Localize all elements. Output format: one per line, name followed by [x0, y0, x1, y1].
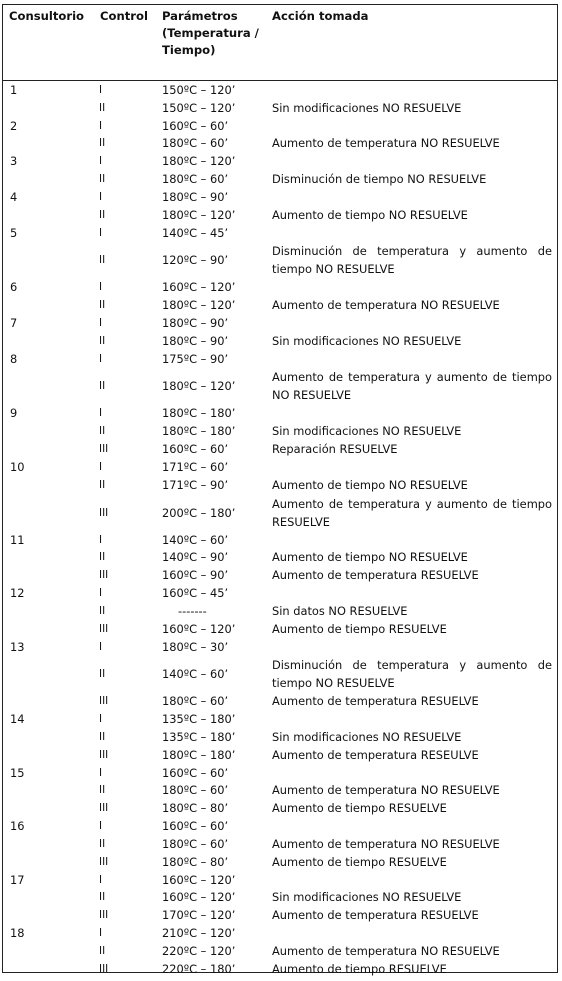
cell-control: I	[99, 873, 103, 886]
table-row	[0, 458, 562, 476]
cell-parametros: 160ºC – 120’	[162, 872, 236, 887]
cell-parametros: 170ºC – 120’	[162, 908, 236, 923]
cell-control: II	[99, 784, 106, 797]
cell-parametros: 160ºC – 60’	[162, 819, 229, 834]
cell-parametros: 180ºC – 90’	[162, 316, 229, 331]
table-row	[0, 764, 562, 782]
cell-control: II	[99, 101, 106, 114]
cell-accion: Aumento de tiempo NO RESUELVE	[272, 207, 468, 222]
cell-consultorio: 12	[10, 586, 25, 601]
cell-parametros: 180ºC – 180’	[162, 424, 236, 439]
table-row	[0, 404, 562, 422]
cell-accion: Aumento de temperatura RESUELVE	[272, 568, 479, 583]
table-row	[0, 638, 562, 656]
cell-consultorio: 4	[10, 189, 18, 204]
cell-control: II	[99, 604, 106, 617]
cell-accion: Aumento de temperatura y aumento de tiempo NO RESUELVE	[272, 370, 552, 403]
cell-control: III	[99, 506, 109, 519]
cell-control: I	[99, 713, 103, 726]
table-row	[0, 656, 562, 692]
cell-accion: Aumento de temperatura RESUELVE	[272, 908, 479, 923]
table-row	[0, 81, 562, 99]
cell-control: I	[99, 533, 103, 546]
cell-parametros: -------	[178, 603, 207, 618]
cell-parametros: 210ºC – 120’	[162, 925, 236, 940]
cell-control: III	[99, 748, 109, 761]
cell-control: II	[99, 299, 106, 312]
cell-parametros: 175ºC – 90’	[162, 351, 229, 366]
cell-control: I	[99, 460, 103, 473]
table-row	[0, 728, 562, 746]
header-consultorio: Consultorio	[9, 9, 85, 23]
cell-control: I	[99, 226, 103, 239]
cell-parametros: 180ºC – 120’	[162, 298, 236, 313]
cell-control: II	[99, 478, 106, 491]
table-row	[0, 888, 562, 906]
table-row	[0, 422, 562, 440]
table-row	[0, 350, 562, 368]
cell-accion: Aumento de temperatura NO RESUELVE	[272, 836, 500, 851]
cell-control: II	[99, 208, 106, 221]
cell-parametros: 135ºC – 180’	[162, 712, 236, 727]
cell-parametros: 150ºC – 120’	[162, 83, 236, 97]
cell-parametros: 135ºC – 180’	[162, 729, 236, 744]
cell-control: II	[99, 334, 106, 347]
table-row	[0, 746, 562, 764]
table-row	[0, 368, 562, 404]
table-row	[0, 871, 562, 889]
table-row	[0, 117, 562, 135]
cell-consultorio: 8	[10, 351, 18, 366]
cell-control: I	[99, 640, 103, 653]
table-row	[0, 817, 562, 835]
cell-consultorio: 3	[10, 154, 18, 169]
table-row	[0, 495, 562, 531]
table-row	[0, 602, 562, 620]
cell-consultorio: 16	[10, 819, 25, 834]
cell-parametros: 160ºC – 60’	[162, 442, 229, 457]
cell-parametros: 180ºC – 60’	[162, 694, 229, 709]
table-row	[0, 942, 562, 960]
cell-parametros: 120ºC – 90’	[162, 253, 229, 268]
cell-accion: Sin modificaciones NO RESUELVE	[272, 333, 462, 348]
table-row	[0, 152, 562, 170]
table-row	[0, 531, 562, 549]
cell-parametros: 140ºC – 45’	[162, 225, 229, 240]
cell-accion: Aumento de temperatura RESUELVE	[272, 694, 479, 709]
header-parametros: Parámetros (Temperatura / Tiempo)	[162, 9, 259, 57]
cell-parametros: 180ºC – 60’	[162, 136, 229, 151]
cell-accion: Disminución de tiempo NO RESUELVE	[272, 172, 487, 187]
cell-control: III	[99, 569, 109, 582]
cell-accion: Disminución de temperatura y aumento de tiempo NO RESUELVE	[272, 244, 552, 277]
table-row	[0, 188, 562, 206]
cell-consultorio: 14	[10, 712, 25, 727]
table-row	[0, 224, 562, 242]
cell-control: II	[99, 137, 106, 150]
cell-accion: Aumento de temperatura NO RESUELVE	[272, 783, 500, 798]
cell-parametros: 160ºC – 90’	[162, 568, 229, 583]
cell-accion: Aumento de tiempo RESUELVE	[272, 621, 447, 636]
cell-accion: Sin modificaciones NO RESUELVE	[272, 729, 462, 744]
cell-parametros: 200ºC – 180’	[162, 505, 236, 520]
table-row	[0, 170, 562, 188]
cell-control: II	[99, 551, 106, 564]
cell-control: I	[99, 84, 103, 96]
cell-accion: Aumento de temperatura NO RESUELVE	[272, 298, 500, 313]
cell-parametros: 180ºC – 60’	[162, 836, 229, 851]
cell-control: III	[99, 962, 109, 975]
cell-parametros: 220ºC – 120’	[162, 943, 236, 958]
cell-consultorio: 13	[10, 639, 25, 654]
cell-parametros: 160ºC – 120’	[162, 890, 236, 905]
cell-parametros: 180ºC – 80’	[162, 801, 229, 816]
cell-control: II	[99, 730, 106, 743]
cell-parametros: 171ºC – 90’	[162, 477, 229, 492]
cell-consultorio: 5	[10, 225, 18, 240]
cell-accion: Sin datos NO RESUELVE	[272, 603, 408, 618]
table-row	[0, 440, 562, 458]
header-accion: Acción tomada	[272, 9, 369, 23]
cell-control: II	[99, 837, 106, 850]
cell-parametros: 140ºC – 90’	[162, 550, 229, 565]
table-row	[0, 278, 562, 296]
cell-parametros: 160ºC – 60’	[162, 765, 229, 780]
cell-consultorio: 17	[10, 872, 25, 887]
header-control: Control	[100, 9, 148, 23]
cell-control: III	[99, 622, 109, 635]
cell-control: I	[99, 281, 103, 294]
cell-consultorio: 9	[10, 406, 18, 421]
cell-control: III	[99, 855, 109, 868]
cell-control: I	[99, 926, 103, 939]
cell-accion: Aumento de tiempo RESUELVE	[272, 961, 447, 976]
cell-control: II	[99, 891, 106, 904]
cell-control: I	[99, 352, 103, 365]
table-row	[0, 799, 562, 817]
cell-accion: Sin modificaciones NO RESUELVE	[272, 890, 462, 905]
table-row	[0, 134, 562, 152]
cell-control: II	[99, 380, 106, 393]
cell-control: II	[99, 944, 106, 957]
cell-parametros: 171ºC – 60’	[162, 459, 229, 474]
table-row	[0, 835, 562, 853]
cell-parametros: 150ºC – 120’	[162, 100, 236, 115]
cell-control: I	[99, 317, 103, 330]
table-row	[0, 710, 562, 728]
cell-accion: Aumento de temperatura RESEULVE	[272, 747, 479, 762]
cell-parametros: 180ºC – 90’	[162, 189, 229, 204]
cell-control: I	[99, 155, 103, 168]
table-row	[0, 960, 562, 978]
cell-control: II	[99, 425, 106, 438]
cell-parametros: 160ºC – 45’	[162, 586, 229, 601]
cell-parametros: 180ºC – 80’	[162, 854, 229, 869]
table-row	[0, 620, 562, 638]
table-row	[0, 584, 562, 602]
cell-control: III	[99, 802, 109, 815]
cell-control: I	[99, 766, 103, 779]
cell-control: III	[99, 443, 109, 456]
table-row	[0, 99, 562, 117]
cell-control: II	[99, 173, 106, 186]
cell-control: III	[99, 909, 109, 922]
cell-parametros: 180ºC – 180’	[162, 747, 236, 762]
cell-accion: Sin modificaciones NO RESUELVE	[272, 100, 462, 115]
cell-accion: Aumento de tiempo NO RESUELVE	[272, 550, 468, 565]
cell-control: I	[99, 587, 103, 600]
table-row	[0, 314, 562, 332]
cell-control: III	[99, 695, 109, 708]
cell-control: I	[99, 190, 103, 203]
cell-consultorio: 6	[10, 280, 18, 295]
table-row	[0, 332, 562, 350]
cell-parametros: 220ºC – 180’	[162, 961, 236, 976]
cell-accion: Aumento de temperatura NO RESUELVE	[272, 136, 500, 151]
cell-parametros: 180ºC – 180’	[162, 406, 236, 421]
table-row	[0, 566, 562, 584]
cell-accion: Aumento de tiempo RESUELVE	[272, 854, 447, 869]
table-row	[0, 906, 562, 924]
cell-parametros: 180ºC – 60’	[162, 172, 229, 187]
cell-accion: Reparación RESUELVE	[272, 442, 398, 457]
table-row	[0, 692, 562, 710]
cell-parametros: 160ºC – 120’	[162, 280, 236, 295]
cell-consultorio: 15	[10, 765, 25, 780]
cell-consultorio: 1	[10, 83, 18, 97]
cell-parametros: 180ºC – 30’	[162, 639, 229, 654]
table-row	[0, 924, 562, 942]
cell-accion: Sin modificaciones NO RESUELVE	[272, 424, 462, 439]
cell-consultorio: 11	[10, 532, 25, 547]
cell-parametros: 180ºC – 90’	[162, 333, 229, 348]
table-row	[0, 242, 562, 278]
cell-control: II	[99, 668, 106, 681]
table-row	[0, 476, 562, 494]
table-row	[0, 853, 562, 871]
cell-accion: Disminución de temperatura y aumento de tiempo NO RESUELVE	[272, 658, 552, 691]
cell-control: I	[99, 407, 103, 420]
table-row	[0, 781, 562, 799]
cell-consultorio: 18	[10, 925, 25, 940]
cell-parametros: 160ºC – 60’	[162, 118, 229, 133]
table-row	[0, 296, 562, 314]
cell-control: I	[99, 820, 103, 833]
table-row	[0, 206, 562, 224]
cell-parametros: 180ºC – 120’	[162, 207, 236, 222]
cell-consultorio: 10	[10, 459, 25, 474]
cell-control: II	[99, 254, 106, 267]
cell-parametros: 160ºC – 120’	[162, 621, 236, 636]
cell-accion: Aumento de tiempo NO RESUELVE	[272, 477, 468, 492]
table-row	[0, 548, 562, 566]
cell-accion: Aumento de tiempo RESUELVE	[272, 801, 447, 816]
cell-parametros: 180ºC – 60’	[162, 783, 229, 798]
cell-accion: Aumento de temperatura y aumento de tiempo RESUELVE	[272, 496, 552, 529]
cell-parametros: 140ºC – 60’	[162, 667, 229, 682]
cell-control: I	[99, 119, 103, 132]
cell-parametros: 180ºC – 120’	[162, 379, 236, 394]
cell-consultorio: 2	[10, 118, 18, 133]
cell-accion: Aumento de temperatura NO RESUELVE	[272, 943, 500, 958]
cell-parametros: 140ºC – 60’	[162, 532, 229, 547]
cell-consultorio: 7	[10, 316, 18, 331]
cell-parametros: 180ºC – 120’	[162, 154, 236, 169]
